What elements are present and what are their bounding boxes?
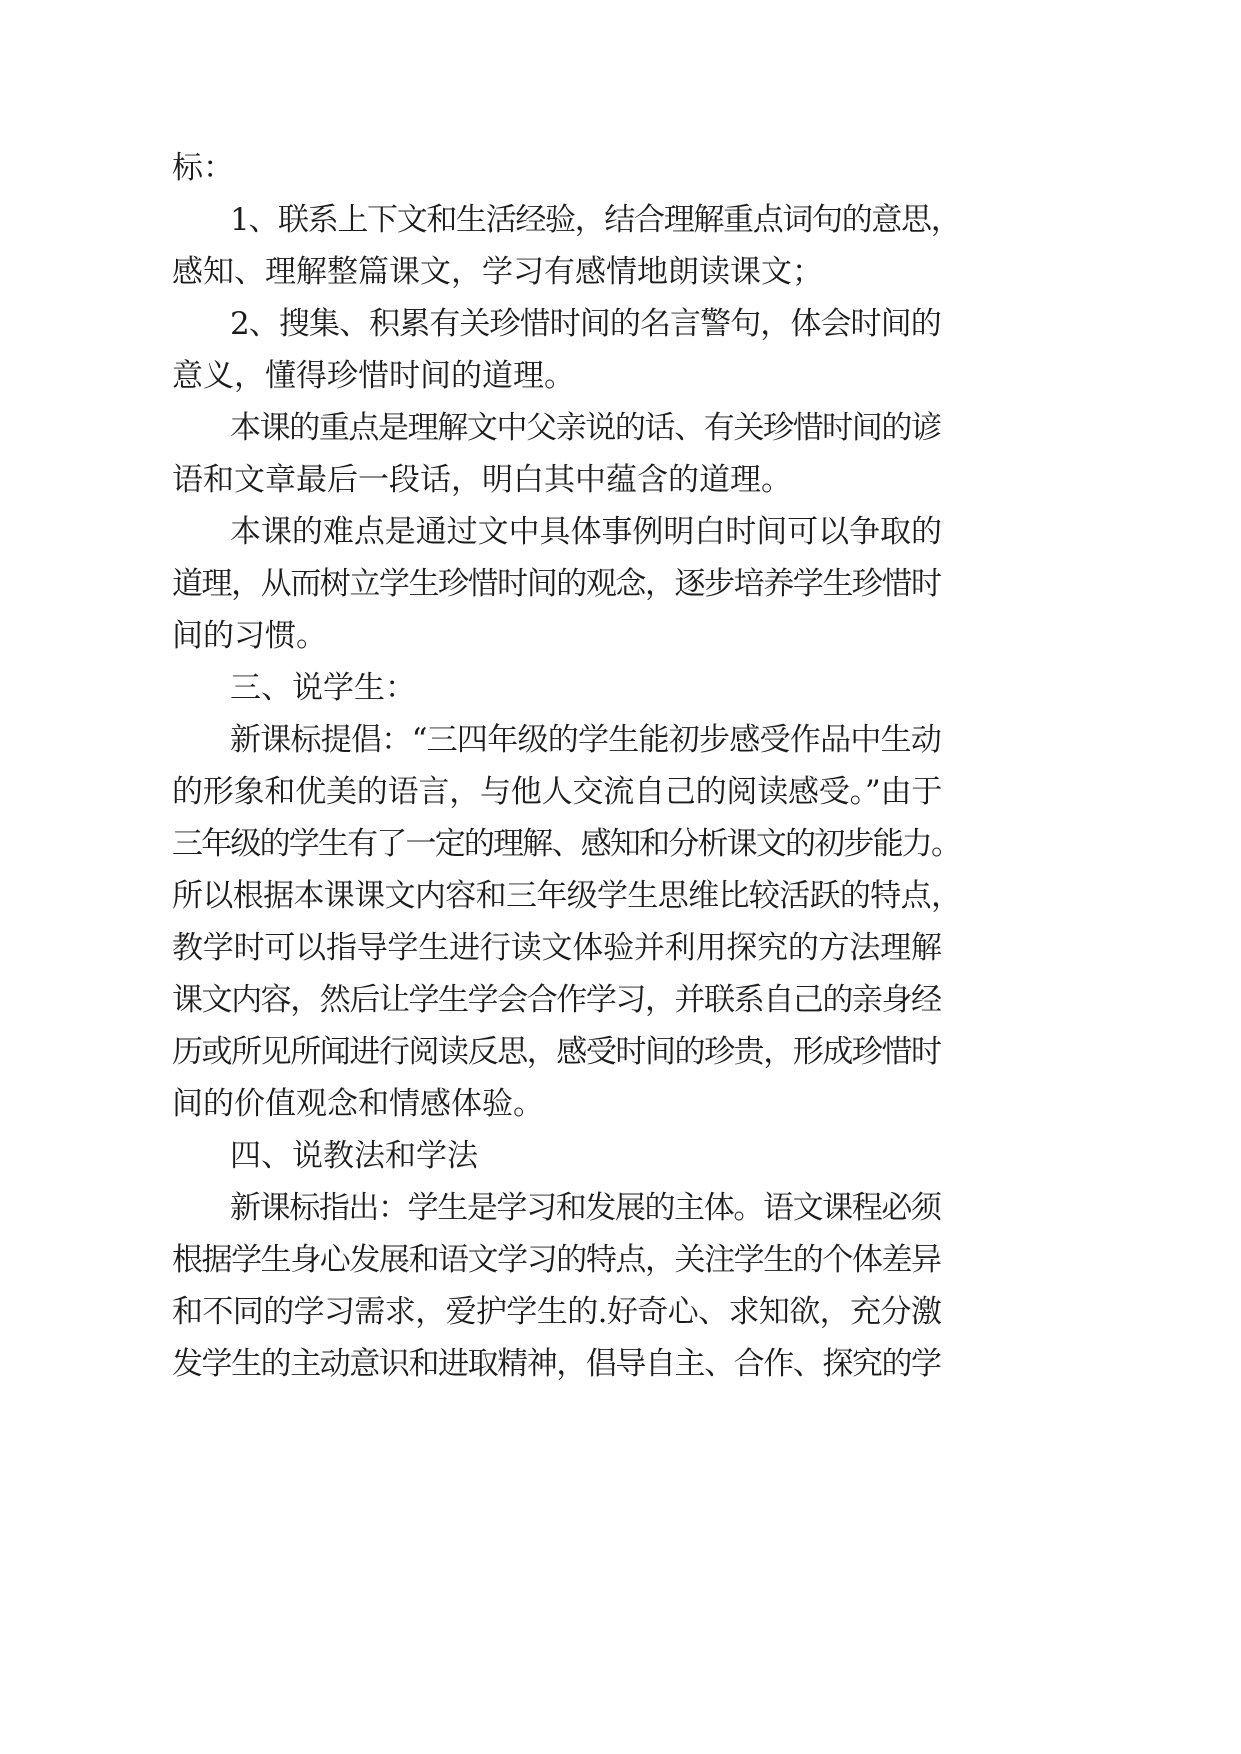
text-line: 所以根据本课课文内容和三年级学生思维比较活跃的特点，	[172, 878, 962, 914]
text-line: 间的习惯。	[172, 618, 327, 654]
text-line: 间的价值观念和情感体验。	[172, 1086, 544, 1122]
text-line: 新课标指出：学生是学习和发展的主体。语文课程必须	[230, 1190, 941, 1226]
text-line: 意义，懂得珍惜时间的道理。	[172, 358, 575, 394]
text-line: 和不同的学习需求，爱护学生的.好奇心、求知欲，充分激	[172, 1294, 942, 1330]
text-line: 本课的重点是理解文中父亲说的话、有关珍惜时间的谚	[230, 410, 941, 446]
text-line: 历或所见所闻进行阅读反思，感受时间的珍贵，形成珍惜时	[172, 1034, 941, 1070]
text-line: 课文内容，然后让学生学会合作学习，并联系自己的亲身经	[172, 982, 941, 1018]
text-line: 本课的难点是通过文中具体事例明白时间可以争取的	[230, 514, 942, 550]
text-line: 教学时可以指导学生进行读文体验并利用探究的方法理解	[172, 930, 942, 966]
text-line: 道理，从而树立学生珍惜时间的观念，逐步培养学生珍惜时	[172, 566, 941, 602]
text-line: 1、联系上下文和生活经验，结合理解重点词句的意思，	[230, 202, 961, 238]
text-line: 感知、理解整篇课文，学习有感情地朗读课文；	[172, 254, 823, 290]
text-line: 根据学生身心发展和语文学习的特点，关注学生的个体差异	[172, 1242, 941, 1278]
text-line: 2、搜集、积累有关珍惜时间的名言警句，体会时间的	[230, 306, 941, 342]
text-line: 发学生的主动意识和进取精神，倡导自主、合作、探究的学	[172, 1346, 941, 1382]
section-heading: 三、说学生：	[230, 670, 416, 706]
text-line: 的形象和优美的语言，与他人交流自己的阅读感受。”由于	[172, 774, 943, 810]
text-line: 新课标提倡：“三四年级的学生能初步感受作品中生动	[230, 722, 942, 758]
text-line: 语和文章最后一段话，明白其中蕴含的道理。	[172, 462, 792, 498]
text-line: 三年级的学生有了一定的理解、感知和分析课文的初步能力。	[172, 826, 961, 862]
section-heading: 四、说教法和学法	[230, 1138, 478, 1174]
text-line: 标：	[172, 150, 234, 186]
